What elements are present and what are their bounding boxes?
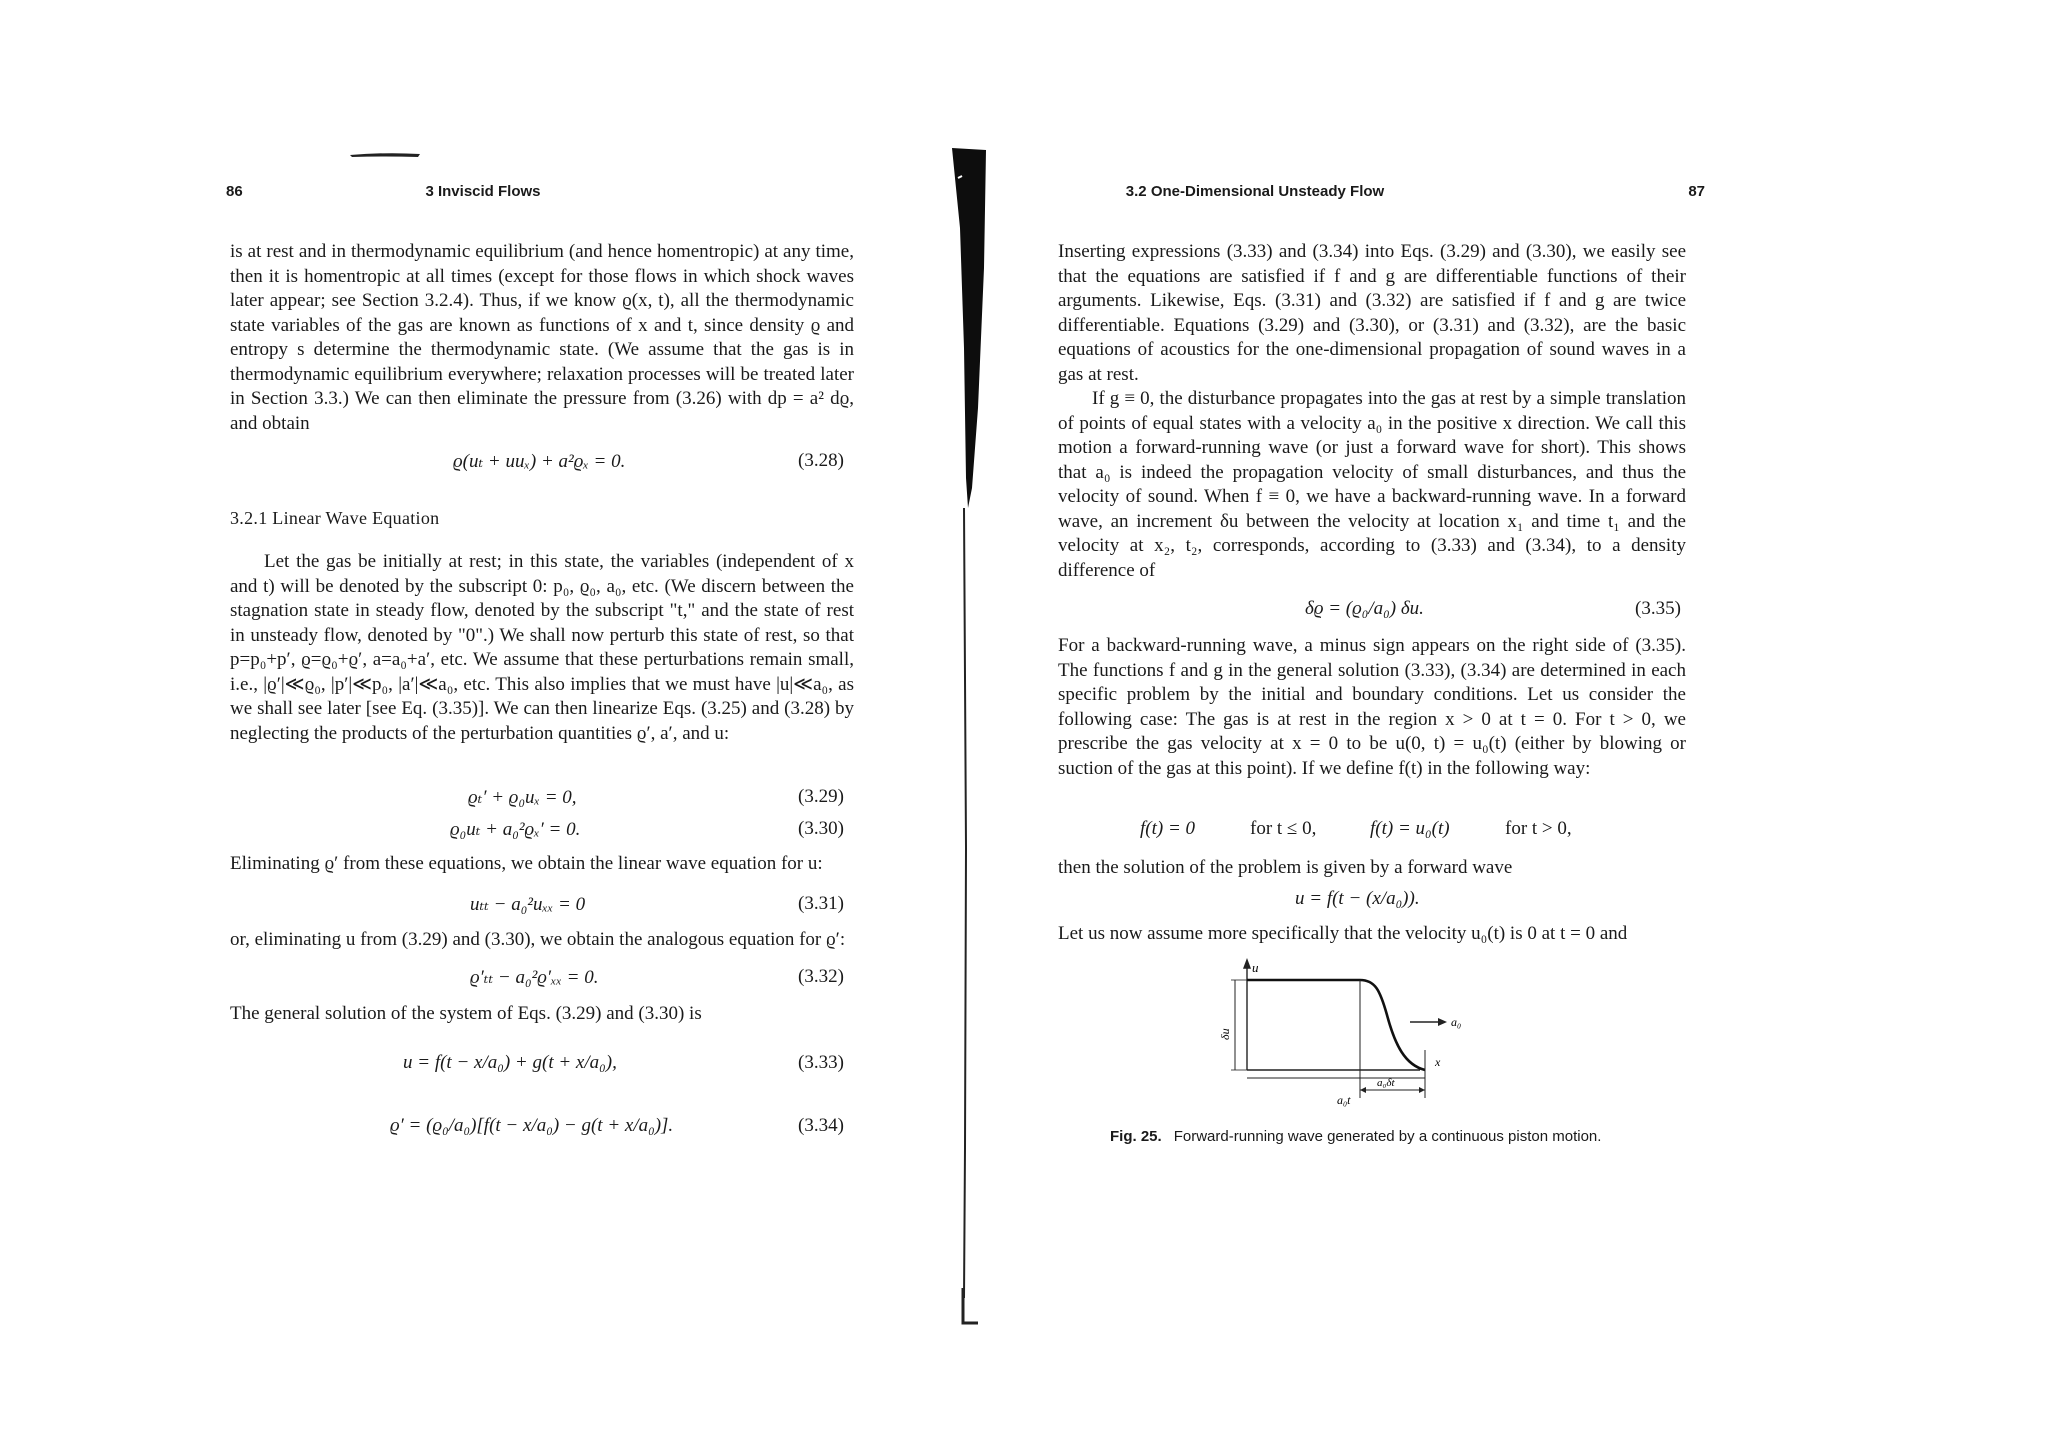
right-running-title: 3.2 One-Dimensional Unsteady Flow — [1125, 183, 1385, 200]
right-page-number: 87 — [1688, 183, 1705, 200]
figure-label-a0: a₀ — [1451, 1015, 1462, 1029]
equation-number-3-32: (3.32) — [798, 966, 844, 987]
section-heading: 3.2.1 Linear Wave Equation — [230, 508, 440, 528]
paragraph-text: Let us now assume more specifically that the velocity u₀(t) is 0 at t = 0 and — [1058, 923, 1628, 944]
equation-3-31: uₜₜ − a₀²uₓₓ = 0 — [470, 894, 586, 915]
figure-axes — [1244, 960, 1420, 1070]
figure-caption-label: Fig. 25. — [1110, 1128, 1162, 1145]
right-paragraph-4 — [1058, 856, 1686, 881]
left-paragraph-1 — [230, 240, 854, 436]
figure-label-u: u — [1252, 960, 1259, 975]
paragraph-text: If g ≡ 0, the disturbance propagates into the gas at rest by a simple translation of points of equal states with a velocity a₀ in the positive x direction. We call this motion a forward-running wave (or just a forward wave for short). This shows that a₀ is indeed the propagation velocity of small disturbances, and thus the velocity of sound. When f ≡ 0, we have a backward-running wave. In a forward wave, an increment δu between the velocity at location x₁ and time t₁ and the velocity at x₂, t₂, corresponds, according to (3.33) and (3.34), to a density difference of — [1058, 388, 1686, 581]
paragraph-text: then the solution of the problem is given by a forward wave — [1058, 857, 1513, 878]
left-paragraph-5 — [230, 1002, 854, 1027]
equation-number-3-33: (3.33) — [798, 1052, 844, 1073]
wave-profile-curve — [1247, 980, 1425, 1070]
equation-3-34: ϱ′ = (ϱ₀/a₀)[f(t − x/a₀) − g(t + x/a₀)]. — [390, 1115, 674, 1136]
paragraph-text: is at rest and in thermodynamic equilibrium (and hence homentropic) at any time, then it is homentropic at all times (except for those flows in which shock waves later appear; see Section 3.2.4). Thus, if we know ϱ(x, t), all the thermodynamic state variables of the gas are known as functions of x and t, since density ϱ and entropy s determine the thermodynamic state. (We assume that the gas is in thermodynamic equilibrium everywhere; relaxation processes will be treated later in Section 3.3.) We can then eliminate the pressure from (3.26) with dp = a² dϱ, and obtain — [230, 241, 854, 434]
equation-3-29: ϱₜ′ + ϱ₀uₓ = 0, — [468, 787, 577, 808]
paragraph-text: Let the gas be initially at rest; in this state, the variables (independent of x and t) will be denoted by the subscript 0: p₀, ϱ₀, a₀, etc. (We discern between the stagnation state in steady flow, denoted by the subscript "t," and the state of rest in unsteady flow, denoted by "0".) We shall now perturb this state of rest, so that p=p₀+p′, ϱ=ϱ₀+ϱ′, a=a₀+a′, etc. We assume that these perturbations remain small, i.e., |ϱ′|≪ϱ₀, |p′|≪p₀, |a′|≪a₀, etc. This also implies that we must have |u|≪a₀, as we shall see later [see Eq. (3.35)]. We can then linearize Eqs. (3.25) and (3.28) by neglecting the products of the perturbation quantities ϱ′, a′, and u: — [230, 551, 854, 744]
paragraph-text: The general solution of the system of Eqs. (3.29) and (3.30) is — [230, 1003, 702, 1024]
left-running-head — [178, 183, 858, 207]
left-running-title: 3 Inviscid Flows — [425, 183, 541, 200]
paragraph-text: Inserting expressions (3.33) and (3.34) into Eqs. (3.29) and (3.30), we easily see that the equations are satisfied if f and g are differentiable functions of their arguments. Likewise, Eqs. (3.31) and (3.32) are satisfied if f and g are twice differentiable. Equations (3.29) and (3.30), or (3.31) and (3.32), are the basic equations of acoustics for the one-dimensional propagation of sound waves in a gas at rest. — [1058, 241, 1686, 385]
figure-caption — [1110, 1128, 1601, 1145]
equation-3-30: ϱ₀uₜ + a₀²ϱₓ′ = 0. — [450, 819, 581, 840]
figure-label-du: δu — [1218, 1028, 1232, 1040]
left-paragraph-3 — [230, 852, 854, 877]
equation-def-f-u0: f(t) = u₀(t) — [1370, 818, 1450, 839]
equation-number-3-28: (3.28) — [798, 450, 844, 471]
equation-def-condition-1: for t ≤ 0, — [1250, 818, 1317, 839]
left-page — [178, 0, 858, 1447]
equation-3-28: ϱ(uₜ + uuₓ) + a²ϱₓ = 0. — [453, 451, 626, 472]
paragraph-text: Eliminating ϱ′ from these equations, we obtain the linear wave equation for u: — [230, 853, 823, 874]
paragraph-text: For a backward-running wave, a minus sign appears on the right side of (3.35). The functions f and g in the general solution (3.33), (3.34) are determined in each specific problem by the initial and boundary conditions. Let us consider the following case: The gas is at rest in the region x > 0 at t = 0. For t > 0, we prescribe the gas velocity at x = 0 to be u(0, t) = u₀(t) (either by blowing or suction of the gas at this point). If we define f(t) in the following way: — [1058, 635, 1686, 779]
figure-25-diagram — [1218, 960, 1525, 1110]
equation-number-3-31: (3.31) — [798, 893, 844, 914]
equation-3-32: ϱ′ₜₜ − a₀²ϱ′ₓₓ = 0. — [470, 967, 599, 988]
equation-def-condition-2: for t > 0, — [1505, 818, 1572, 839]
figure-label-a0t: a₀t — [1337, 1093, 1351, 1107]
left-page-number: 86 — [226, 183, 243, 200]
book-spine-shadow — [948, 148, 990, 1328]
equation-forward-wave: u = f(t − (x/a₀)). — [1295, 888, 1420, 909]
left-paragraph-4 — [230, 928, 854, 953]
figure-label-x: x — [1435, 1055, 1441, 1069]
equation-number-3-29: (3.29) — [798, 786, 844, 807]
equation-number-3-35: (3.35) — [1635, 598, 1681, 619]
paragraph-text: or, eliminating u from (3.29) and (3.30), we obtain the analogous equation for ϱ′: — [230, 929, 846, 950]
equation-def-f-zero: f(t) = 0 — [1140, 818, 1196, 839]
figure-label-a0dt: a₀δt — [1377, 1077, 1395, 1089]
equation-3-33: u = f(t − x/a₀) + g(t + x/a₀), — [403, 1052, 617, 1073]
right-page — [1040, 0, 1705, 1447]
right-paragraph-1 — [1058, 240, 1686, 387]
right-paragraph-5 — [1058, 922, 1686, 947]
right-running-head — [1040, 183, 1705, 207]
right-paragraph-2 — [1058, 387, 1686, 583]
equation-number-3-30: (3.30) — [798, 818, 844, 839]
right-paragraph-3 — [1058, 634, 1686, 781]
equation-3-35: δϱ = (ϱ₀/a₀) δu. — [1305, 598, 1424, 619]
left-paragraph-2 — [230, 550, 854, 746]
equation-number-3-34: (3.34) — [798, 1115, 844, 1136]
figure-caption-text: Forward-running wave generated by a continuous piston motion. — [1173, 1128, 1602, 1145]
